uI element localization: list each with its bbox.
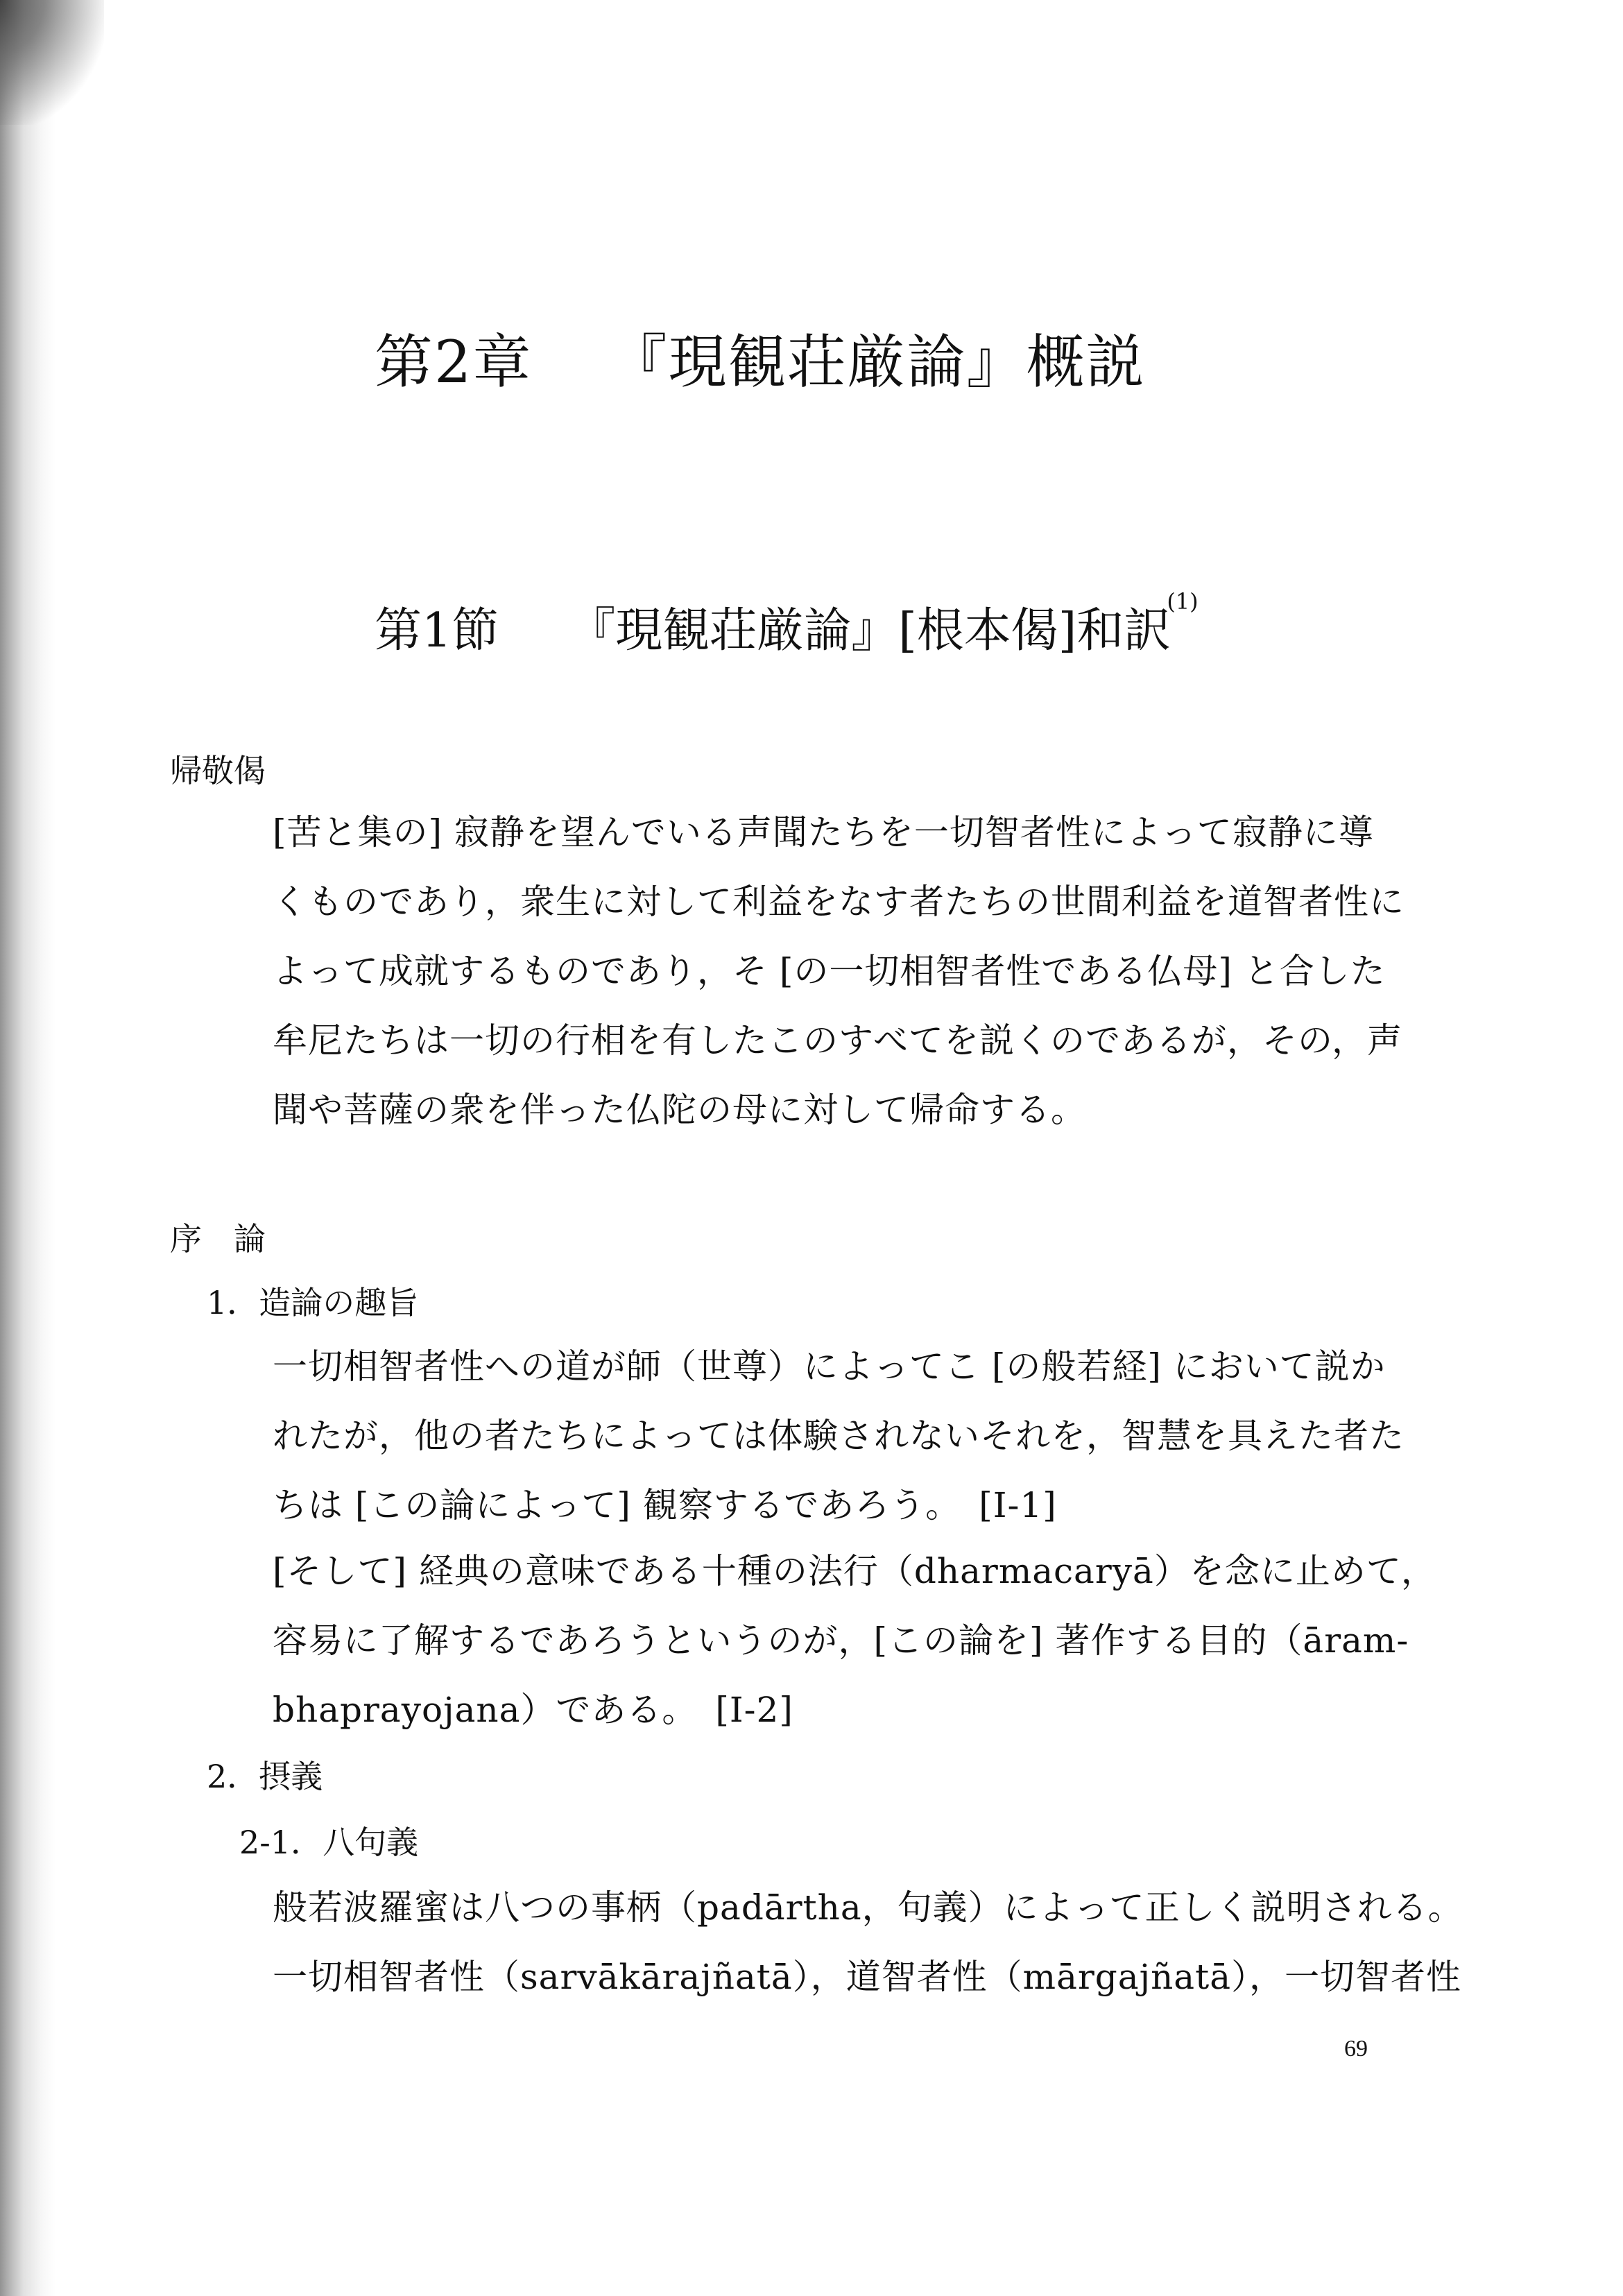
text-line: 容易に了解するであろうというのが，[この論を] 著作する目的（āram- bbox=[273, 1620, 1409, 1661]
section-number: 第1節 bbox=[375, 603, 499, 658]
introduction-heading: 序 論 bbox=[170, 1220, 266, 1258]
subsection-heading: 2．摂義 bbox=[207, 1758, 323, 1795]
text-line: れたが，他の者たちによっては体験されないそれを，智慧を具えた者た bbox=[273, 1416, 1405, 1456]
invocation-line: 牟尼たちは一切の行相を有したこのすべてを説くのであるが，その，声 bbox=[273, 1020, 1402, 1061]
text-line: 一切相智者性（sarvākārajñatā），道智者性（mārgajñatā），一切智者性 bbox=[273, 1957, 1462, 1997]
footnote-marker: (1) bbox=[1167, 588, 1199, 615]
subsubsection-heading: 2-1．八句義 bbox=[239, 1824, 419, 1861]
subsection-heading: 1．造論の趣旨 bbox=[207, 1284, 419, 1321]
scan-corner-shadow bbox=[0, 0, 104, 125]
invocation-line: くものであり，衆生に対して利益をなす者たちの世間利益を道智者性に bbox=[273, 882, 1405, 922]
text-line: 一切相智者性への道が師（世尊）によってこ [の般若経] において説か bbox=[273, 1346, 1386, 1387]
invocation-line: よって成就するものであり，そ [の一切相智者性である仏母] と合した bbox=[273, 951, 1386, 991]
invocation-line: 聞や菩薩の衆を伴った仏陀の母に対して帰命する。 bbox=[273, 1090, 1086, 1130]
section-name: 『現観荘厳論』[根本偈]和訳 bbox=[568, 603, 1171, 658]
chapter-number: 第2章 bbox=[375, 328, 533, 396]
invocation-line: [苦と集の] 寂静を望んでいる声聞たちを一切智者性によって寂静に導 bbox=[273, 812, 1374, 853]
text-line: [そして] 経典の意味である十種の法行（dharmacaryā）を念に止めて， bbox=[273, 1551, 1436, 1591]
invocation-heading: 帰敬偈 bbox=[170, 752, 266, 789]
chapter-title bbox=[375, 316, 1145, 400]
text-line: ちは [この論によって] 観察するであろう。 [I-1] bbox=[273, 1485, 1057, 1525]
page-number: 69 bbox=[1344, 2036, 1368, 2062]
section-title bbox=[375, 588, 1199, 660]
text-line: bhaprayojana）である。 [I-2] bbox=[273, 1690, 793, 1730]
scan-shadow bbox=[0, 0, 55, 2296]
text-line: 般若波羅蜜は八つの事柄（padārtha，句義）によって正しく説明される。 bbox=[273, 1887, 1463, 1928]
chapter-name: 『現観荘厳論』概説 bbox=[608, 328, 1146, 396]
